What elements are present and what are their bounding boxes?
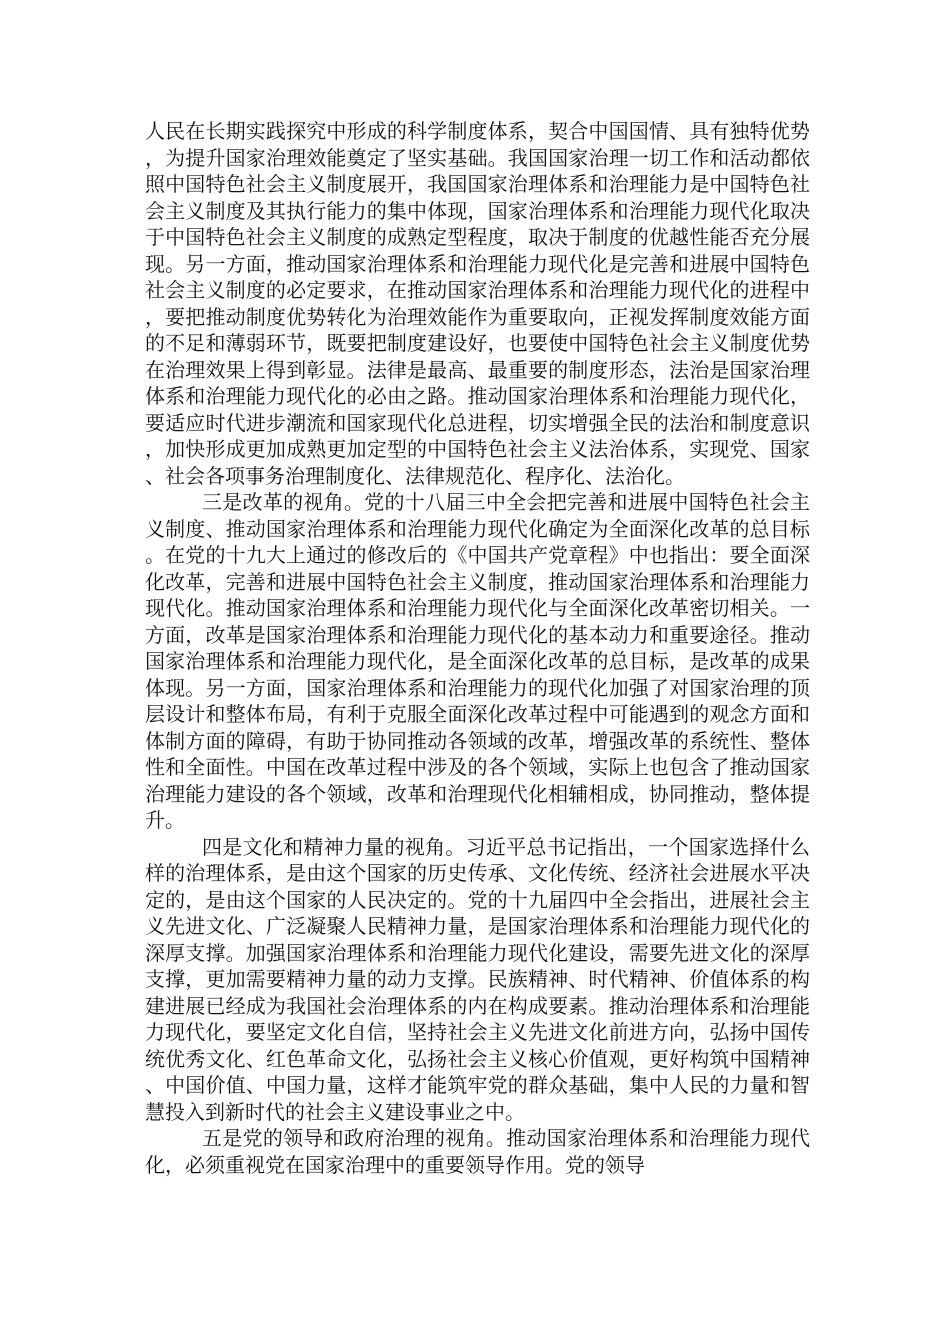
document-body: [145, 118, 810, 1178]
paragraph-1: 人民在长期实践探究中形成的科学制度体系，契合中国国情、具有独特优势，为提升国家治理效能奠定了坚实基础。我国国家治理一切工作和活动都依照中国特色社会主义制度展开，我国国家治理体系和治理能力是中国特色社会主义制度及其执行能力的集中体现，国家治理体系和治理能力现代化取决于中国特色社会主义制度的成熟定型程度，取决于制度的优越性能否充分展现。另一方面，推动国家治理体系和治理能力现代化是完善和进展中国特色社会主义制度的必定要求，在推动国家治理体系和治理能力现代化的进程中，要把推动制度优势转化为治理效能作为重要取向，正视发挥制度效能方面的不足和薄弱环节，既要把制度建设好，也要使中国特色社会主义制度优势在治理效果上得到彰显。法律是最高、最重要的制度形态，法治是国家治理体系和治理能力现代化的必由之路。推动国家治理体系和治理能力现代化，要适应时代进步潮流和国家现代化总进程，切实增强全民的法治和制度意识，加快形成更加成熟更加定型的中国特色社会主义法治体系，实现党、国家、社会各项事务治理制度化、法律规范化、程序化、法治化。: [145, 119, 810, 488]
paragraph-4: 五是党的领导和政府治理的视角。推动国家治理体系和治理能力现代化，必须重视党在国家治理中的重要领导作用。党的领导: [145, 1126, 810, 1177]
paragraph-2: 三是改革的视角。党的十八届三中全会把完善和进展中国特色社会主义制度、推动国家治理体系和治理能力现代化确定为全面深化改革的总目标。在党的十九大上通过的修改后的《中国共产党章程》中也指出：要全面深化改革，完善和进展中国特色社会主义制度，推动国家治理体系和治理能力现代化。推动国家治理体系和治理能力现代化与全面深化改革密切相关。一方面，改革是国家治理体系和治理能力现代化的基本动力和重要途径。推动国家治理体系和治理能力现代化，是全面深化改革的总目标，是改革的成果体现。另一方面，国家治理体系和治理能力的现代化加强了对国家治理的顶层设计和整体布局，有利于克服全面深化改革过程中可能遇到的观念方面和体制方面的障碍，有助于协同推动各领域的改革，增强改革的系统性、整体性和全面性。中国在改革过程中涉及的各个领域，实际上也包含了推动国家治理能力建设的各个领域，改革和治理现代化相辅相成，协同推动，整体提升。: [145, 490, 810, 832]
paragraph-3: 四是文化和精神力量的视角。习近平总书记指出，一个国家选择什么样的治理体系，是由这个国家的历史传承、文化传统、经济社会进展水平决定的，是由这个国家的人民决定的。党的十九届四中全会指出，进展社会主义先进文化、广泛凝聚人民精神力量，是国家治理体系和治理能力现代化的深厚支撑。加强国家治理体系和治理能力现代化建设，需要先进文化的深厚支撑，更加需要精神力量的动力支撑。民族精神、时代精神、价值体系的构建进展已经成为我国社会治理体系的内在构成要素。推动治理体系和治理能力现代化，要坚定文化自信，坚持社会主义先进文化前进方向，弘扬中国传统优秀文化、红色革命文化，弘扬社会主义核心价值观，更好构筑中国精神、中国价值、中国力量，这样才能筑牢党的群众基础，集中人民的力量和智慧投入到新时代的社会主义建设事业之中。: [145, 834, 810, 1124]
